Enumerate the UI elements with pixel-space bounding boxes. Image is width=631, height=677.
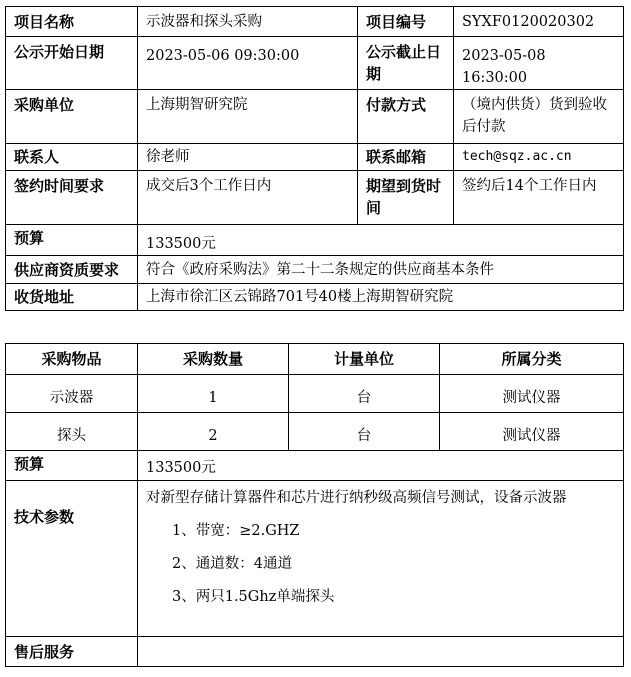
project-no-label: 项目编号 (358, 7, 454, 37)
project-info-table (5, 6, 624, 311)
after-sales-value (138, 637, 624, 667)
items-header-cell: 计量单位 (289, 344, 440, 375)
sign-time-label: 签约时间要求 (6, 171, 138, 225)
project-name-value: 示波器和探头采购 (138, 7, 358, 37)
tech-content (138, 481, 624, 637)
items-header-cell: 采购物品 (6, 344, 138, 375)
email-label: 联系邮箱 (358, 144, 454, 171)
table-row (6, 375, 624, 413)
tech-point: 3、两只1.5Ghz单端探头 (172, 589, 335, 605)
after-sales-label: 售后服务 (6, 637, 138, 667)
buyer-label: 采购单位 (6, 90, 138, 144)
end-date-label: 公示截止日期 (358, 37, 454, 90)
email-value: tech@sqz.ac.cn (454, 144, 624, 171)
item-category-cell: 测试仪器 (440, 375, 624, 413)
address-label: 收货地址 (6, 284, 138, 311)
tech-point: 2、通道数：4通道 (172, 556, 292, 572)
end-date-value: 2023-05-08 16:30:00 (454, 37, 624, 90)
payment-value: （境内供货）货到验收后付款 (454, 90, 624, 144)
delivery-value: 签约后14个工作日内 (454, 171, 624, 225)
payment-label: 付款方式 (358, 90, 454, 144)
supplier-value: 符合《政府采购法》第二十二条规定的供应商基本条件 (138, 256, 624, 284)
items-header-cell: 采购数量 (138, 344, 289, 375)
item-name-cell: 示波器 (6, 375, 138, 413)
items-budget-value: 133500元 (138, 451, 624, 481)
item-qty-cell: 1 (138, 375, 289, 413)
project-no-value: SYXF0120020302 (454, 7, 624, 37)
tech-intro: 对新型存储计算器件和芯片进行纳秒级高频信号测试，设备示波器 (146, 490, 567, 506)
buyer-value: 上海期智研究院 (138, 90, 358, 144)
supplier-label: 供应商资质要求 (6, 256, 138, 284)
start-date-value: 2023-05-06 09:30:00 (138, 37, 358, 90)
budget-label: 预算 (6, 225, 138, 256)
item-name-cell: 探头 (6, 413, 138, 451)
start-date-label: 公示开始日期 (6, 37, 138, 90)
item-unit-cell: 台 (289, 413, 440, 451)
tech-point: 1、带宽：≥2.GHZ (172, 523, 300, 539)
sign-time-value: 成交后3个工作日内 (138, 171, 358, 225)
item-unit-cell: 台 (289, 375, 440, 413)
delivery-label: 期望到货时间 (358, 171, 454, 225)
items-budget-label: 预算 (6, 451, 138, 481)
item-category-cell: 测试仪器 (440, 413, 624, 451)
contact-value: 徐老师 (138, 144, 358, 171)
contact-label: 联系人 (6, 144, 138, 171)
items-table (5, 343, 624, 667)
project-name-label: 项目名称 (6, 7, 138, 37)
budget-value: 133500元 (138, 225, 624, 256)
address-value: 上海市徐汇区云锦路701号40楼上海期智研究院 (138, 284, 624, 311)
item-qty-cell: 2 (138, 413, 289, 451)
items-header-cell: 所属分类 (440, 344, 624, 375)
table-row (6, 413, 624, 451)
tech-label: 技术参数 (6, 481, 138, 637)
